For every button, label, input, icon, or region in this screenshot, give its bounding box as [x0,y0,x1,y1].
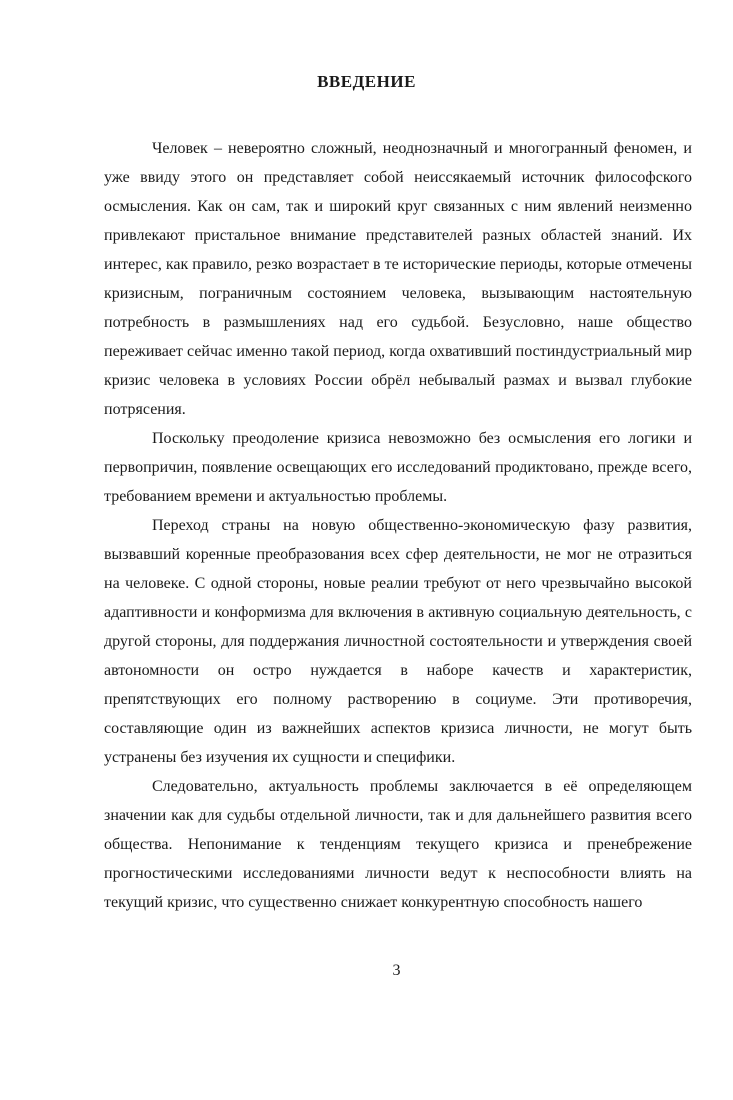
body-text [104,134,692,917]
page-number: 3 [392,962,401,979]
paragraph-2: Поскольку преодоление кризиса невозможно без осмысления его логики и первопричин, появление освещающих его исследований продиктовано, прежде всего, требованием времени и актуальностью проблемы. [104,430,692,505]
paragraph-1: Человек – невероятно сложный, неоднозначный и многогранный феномен, и уже ввиду этого он представляет собой неиссякаемый источник философского осмысления. Как он сам, так и широкий круг связанных с ним явлений неизменно привлекают пристальное внимание представителей разных областей знаний. Их интерес, как правило, резко возрастает в те исторические периоды, которые отмечены кризисным, пограничным состоянием человека, вызывающим настоятельную потребность в размышлениях над его судьбой. Безусловно, наше общество переживает сейчас именно такой период, когда охвативший постиндустриальный мир кризис человека в условиях России обрёл небывалый размах и вызвал глубокие потрясения. [104,140,692,418]
paragraph-4: Следовательно, актуальность проблемы заключается в её определяющем значении как для судьбы отдельной личности, так и для дальнейшего развития всего общества. Непонимание к тенденциям текущего кризиса и пренебрежение прогностическими исследованиями личности ведут к неспособности влиять на текущий кризис, что существенно снижает конкурентную способность нашего [104,778,692,911]
paragraph-3: Переход страны на новую общественно-экономическую фазу развития, вызвавший коренные преобразования всех сфер деятельности, не мог не отразиться на человеке. С одной стороны, новые реалии требуют от него чрезвычайно высокой адаптивности и конформизма для включения в активную социальную деятельность, с другой стороны, для поддержания личностной состоятельности и утверждения своей автономности он остро нуждается в наборе качеств и характеристик, препятствующих его полному растворению в социуме. Эти противоречия, составляющие один из важнейших аспектов кризиса личности, не могут быть устранены без изучения их сущности и специфики. [104,517,692,766]
page-title: ВВЕДЕНИЕ [317,72,416,91]
